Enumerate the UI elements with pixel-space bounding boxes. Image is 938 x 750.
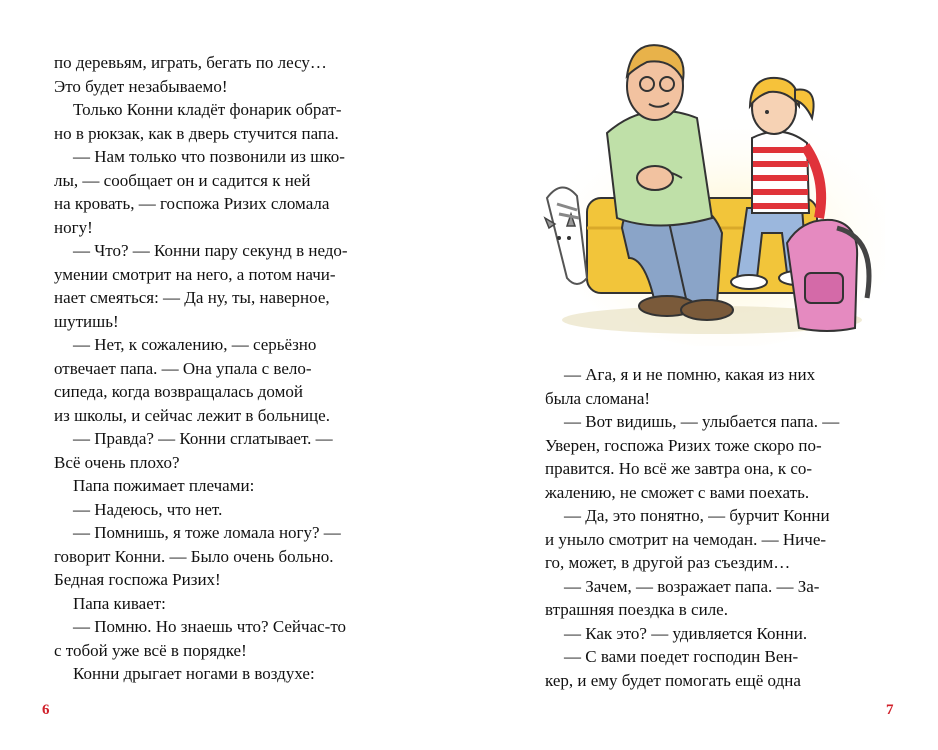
- text-line: — Как это? — удивляется Конни.: [564, 623, 808, 643]
- text-line: — Ага, я и не помню, какая из них: [564, 365, 816, 384]
- page-number-left: 6: [42, 702, 50, 718]
- text-line: кер, и ему будет помогать ещё одна: [545, 670, 801, 690]
- text-line: го, может, в другой раз съездим…: [545, 553, 791, 572]
- text-line: правится. Но всё же завтра она, к со-: [545, 459, 813, 478]
- text-line: и уныло смотрит на чемодан. — Ниче-: [545, 529, 827, 549]
- text-line: умении смотрит на него, а потом начи-: [54, 264, 336, 284]
- text-line: — Да, это понятно, — бурчит Конни: [564, 506, 830, 525]
- text-line: жалению, не сможет с вами поехать.: [545, 482, 810, 502]
- text-line: Конни дрыгает ногами в воздухе:: [73, 664, 315, 683]
- text-line: — Нам только что позвонили из шко-: [73, 147, 345, 166]
- right-page-text: [545, 363, 839, 692]
- text-line: сипеда, когда возвращалась домой: [54, 382, 303, 401]
- text-line: ногу!: [54, 217, 93, 237]
- text-line: шутишь!: [54, 311, 119, 331]
- text-line: была сломана!: [545, 388, 651, 408]
- text-line: — Помнишь, я тоже ломала ногу? —: [73, 523, 341, 542]
- text-line: — Вот видишь, — улыбается папа. —: [564, 412, 840, 431]
- text-line: говорит Конни. — Было очень больно.: [54, 546, 334, 566]
- text-line: — Надеюсь, что нет.: [73, 499, 223, 519]
- text-line: Уверен, госпожа Ризих тоже скоро по-: [545, 435, 822, 455]
- text-line: Это будет незабываемо!: [54, 76, 228, 96]
- text-line: Бедная госпожа Ризих!: [54, 570, 221, 589]
- text-line: втрашняя поездка в силе.: [545, 600, 728, 619]
- right-page: [469, 0, 938, 750]
- text-line: нает смеяться: — Да ну, ты, наверное,: [54, 288, 330, 307]
- text-line: — Что? — Конни пару секунд в недо-: [73, 241, 348, 260]
- text-line: — Правда? — Конни сглатывает. —: [73, 429, 333, 448]
- dad-and-connie-on-bed-illustration-icon: [537, 28, 885, 346]
- text-line: по деревьям, играть, бегать по лесу…: [54, 53, 327, 72]
- illustration: [537, 28, 885, 346]
- text-line: — С вами поедет господин Вен-: [564, 647, 799, 666]
- text-line: из школы, и сейчас лежит в больнице.: [54, 405, 330, 425]
- text-line: Папа пожимает плечами:: [73, 476, 255, 495]
- text-line: на кровать, — госпожа Ризих сломала: [54, 194, 330, 213]
- text-line: отвечает папа. — Она упала с вело-: [54, 358, 312, 378]
- text-line: — Помню. Но знаешь что? Сейчас-то: [73, 617, 347, 636]
- page-number-right: 7: [886, 702, 894, 718]
- text-line: Только Конни кладёт фонарик обрат-: [73, 100, 342, 119]
- text-line: Папа кивает:: [73, 593, 166, 613]
- text-line: но в рюкзак, как в дверь стучится папа.: [54, 123, 339, 143]
- text-line: Всё очень плохо?: [54, 452, 180, 472]
- text-line: — Зачем, — возражает папа. — За-: [564, 576, 820, 596]
- text-line: — Нет, к сожалению, — серьёзно: [73, 335, 317, 354]
- left-page-text: [54, 51, 348, 686]
- text-line: лы, — сообщает он и садится к ней: [54, 170, 311, 190]
- text-line: с тобой уже всё в порядке!: [54, 640, 247, 660]
